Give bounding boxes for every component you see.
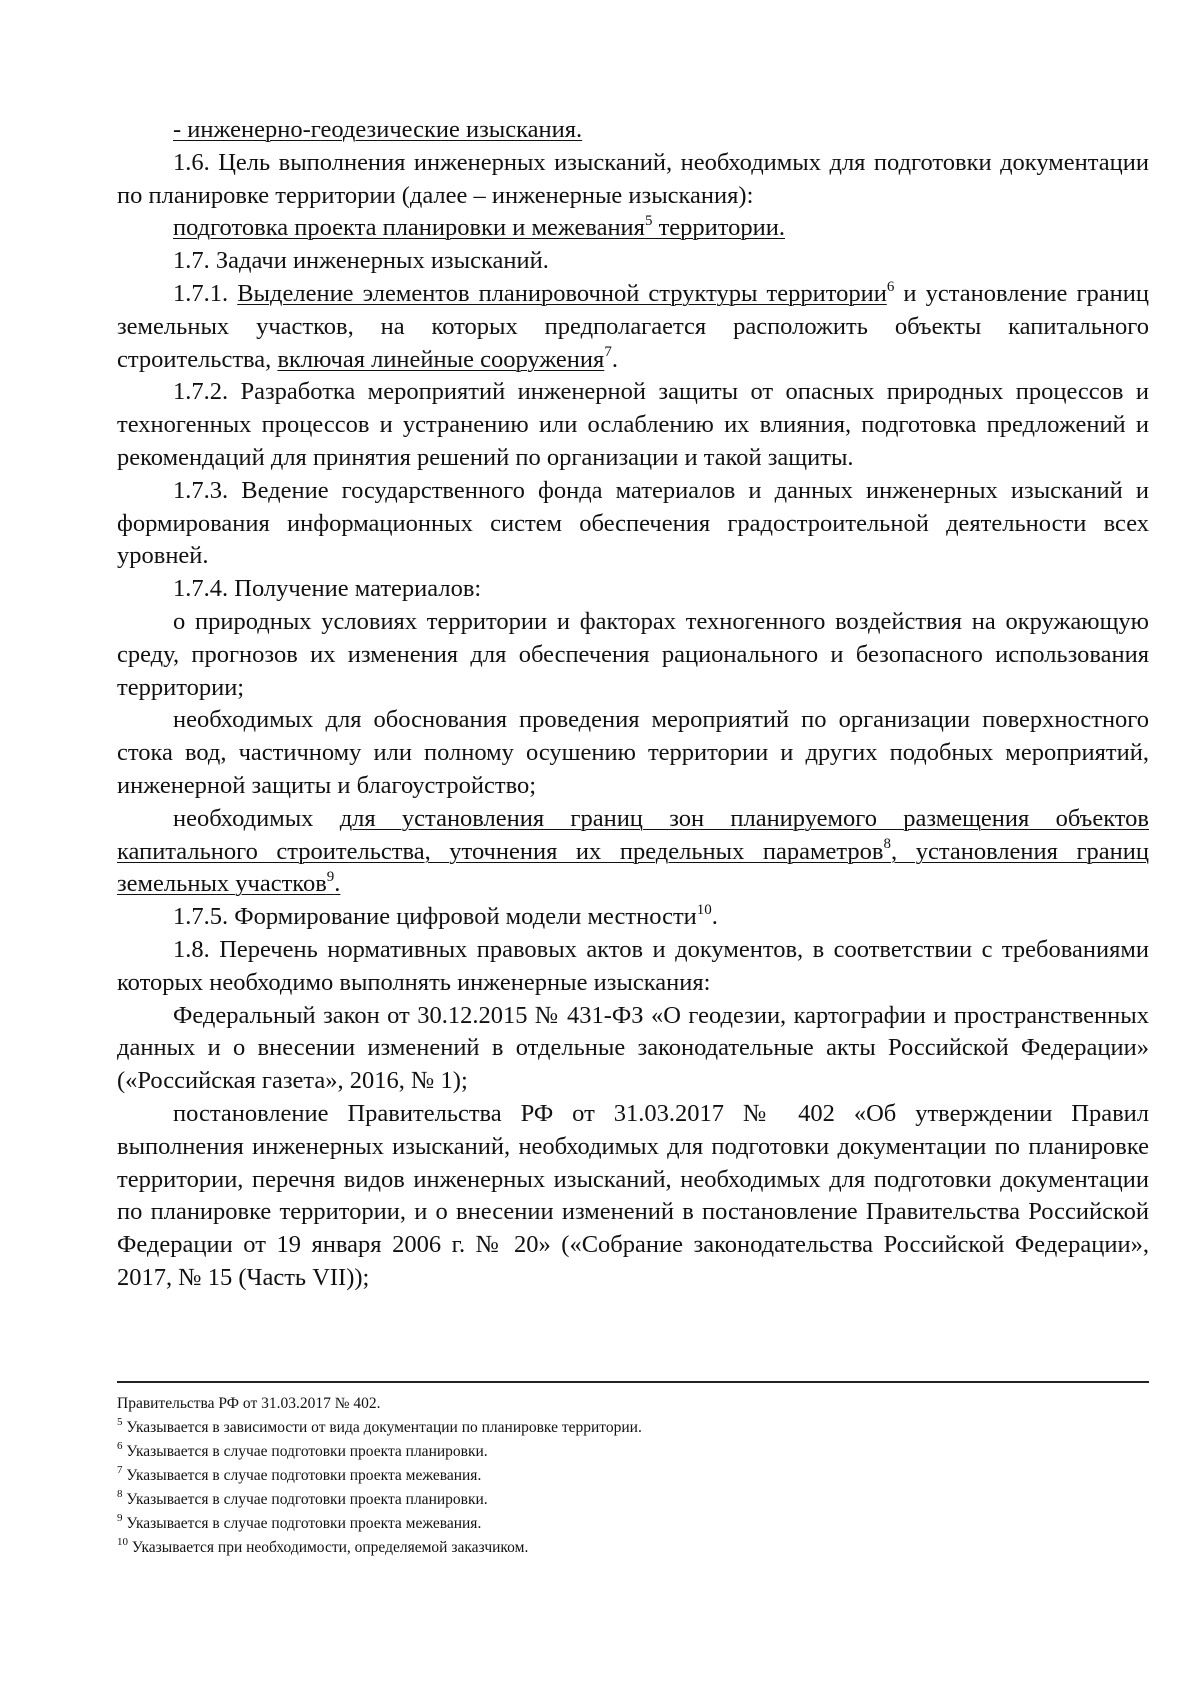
footnote-ref-6[interactable]: 6: [886, 278, 895, 295]
paragraph-purpose: [117, 212, 1149, 245]
paragraph-1-7: 1.7. Задачи инженерных изысканий.: [173, 247, 549, 275]
footnote-mark: 9: [117, 1511, 123, 1524]
paragraph-natural-conditions: о природных условиях территории и факторах техногенного воздействия на окружающую среду, прогнозов их изменения для обеспечения рационального и безопасного использования территории;: [117, 607, 1149, 701]
paragraph-boundaries: необходимых для установления границ зон планируемого размещения объектов капитального строительства, уточнения их предельных параметров$^8$, установления границ земельных участков$^9$.: [117, 804, 1150, 898]
paragraph-1-7-1: 1.7.1. Выделение элементов планировочной структуры территории$^6$ и установление границ земельных участков, на которых предполагается расположить объекты капитального строительства, включая линейные сооружения$^7$.: [117, 278, 1150, 373]
footnote-8: $^8$ Указывается в случае подготовки проекта планировки.: [117, 1487, 488, 1508]
underlined-linear-structures: включая линейные сооружения: [277, 345, 605, 373]
paragraph-1-7-4: 1.7.4. Получение материалов:: [173, 575, 482, 603]
footnote-mark: 7: [117, 1463, 123, 1476]
paragraph-survey-item: [117, 114, 1149, 147]
footnote-mark: 10: [117, 1535, 128, 1548]
footnote-6: $^6$ Указывается в случае подготовки проекта планировки.: [117, 1439, 488, 1460]
purpose-text: подготовка проекта планировки и межевания$^5$ территории.: [173, 213, 785, 242]
footnote-ref-5[interactable]: 5: [644, 213, 653, 230]
paragraph-1-8: 1.8. Перечень нормативных правовых актов и документов, в соответствии с требованиями которых необходимо выполнять инженерные изыскания:: [117, 935, 1149, 996]
underlined-structure-text: Выделение элементов планировочной структуры территории: [237, 279, 887, 307]
footnote-mark: 8: [117, 1487, 123, 1500]
footnote-ref-10[interactable]: 10: [696, 901, 712, 918]
underlined-boundaries-text: для установления границ зон планируемого размещения объектов капитального строительства, уточнения их предельных параметров$^8$, установления границ земельных участков$^9$.: [117, 804, 1150, 898]
paragraph-1-6: 1.6. Цель выполнения инженерных изысканий, необходимых для подготовки документации по планировке территории (далее – инженерные изыскания):: [117, 148, 1149, 209]
footnote-mark: 5: [117, 1415, 123, 1428]
paragraph-1-7-2: 1.7.2. Разработка мероприятий инженерной защиты от опасных природных процессов и техногенных процессов и устранению или ослаблению их влияния, подготовка предложений и рекомендаций для принятия решений по организации и такой защиты.: [117, 378, 1149, 471]
footnote-continuation: Правительства РФ от 31.03.2017 № 402.: [117, 1395, 381, 1412]
footnote-mark: 6: [117, 1439, 123, 1452]
footnote-separator: [117, 1381, 1149, 1383]
paragraph-government-decree: постановление Правительства РФ от 31.03.2017 № 402 «Об утверждении Правил выполнения инженерных изысканий, необходимых для подготовки документации по планировке территории, перечня видов инженерных изысканий, необходимых для подготовки документации по планировке территории, и о внесении изменений в постановление Правительства Российской Федерации от 19 января 2006 г. № 20» («Собрание законодательства Российской Федерации», 2017, № 15 (Часть VII));: [117, 1099, 1149, 1291]
paragraph-federal-law: Федеральный закон от 30.12.2015 № 431-ФЗ «О геодезии, картографии и пространственных данных и о внесении изменений в отдельные законодательные акты Российской Федерации» («Российская газета», 2016, № 1);: [117, 1001, 1149, 1095]
paragraph-1-7-3: 1.7.3. Ведение государственного фонда материалов и данных инженерных изысканий и формирования информационных систем обеспечения градостроительной деятельности всех уровней.: [117, 476, 1149, 570]
footnote-10: $^{10}$ Указывается при необходимости, определяемой заказчиком.: [117, 1535, 529, 1556]
document-body: [117, 114, 1149, 1295]
paragraph-1-7-5: 1.7.5. Формирование цифровой модели местности$^{10}$.: [173, 901, 718, 931]
footnote-7: $^7$ Указывается в случае подготовки проекта межевания.: [117, 1463, 482, 1484]
footnote-ref-9[interactable]: 9: [326, 869, 335, 886]
footnote-9: $^9$ Указывается в случае подготовки проекта межевания.: [117, 1511, 482, 1532]
paragraph-surface-runoff: необходимых для обоснования проведения мероприятий по организации поверхностного стока вод, частичному или полному осушению территории и других подобных мероприятий, инженерной защиты и благоустройство;: [117, 706, 1149, 799]
survey-type-item: - инженерно-геодезические изыскания.: [173, 116, 583, 143]
footnotes: [117, 1392, 1149, 1560]
footnote-5: $^5$ Указывается в зависимости от вида документации по планировке территории.: [117, 1415, 642, 1436]
footnote-ref-8[interactable]: 8: [883, 836, 891, 853]
footnote-ref-7[interactable]: 7: [604, 344, 612, 361]
